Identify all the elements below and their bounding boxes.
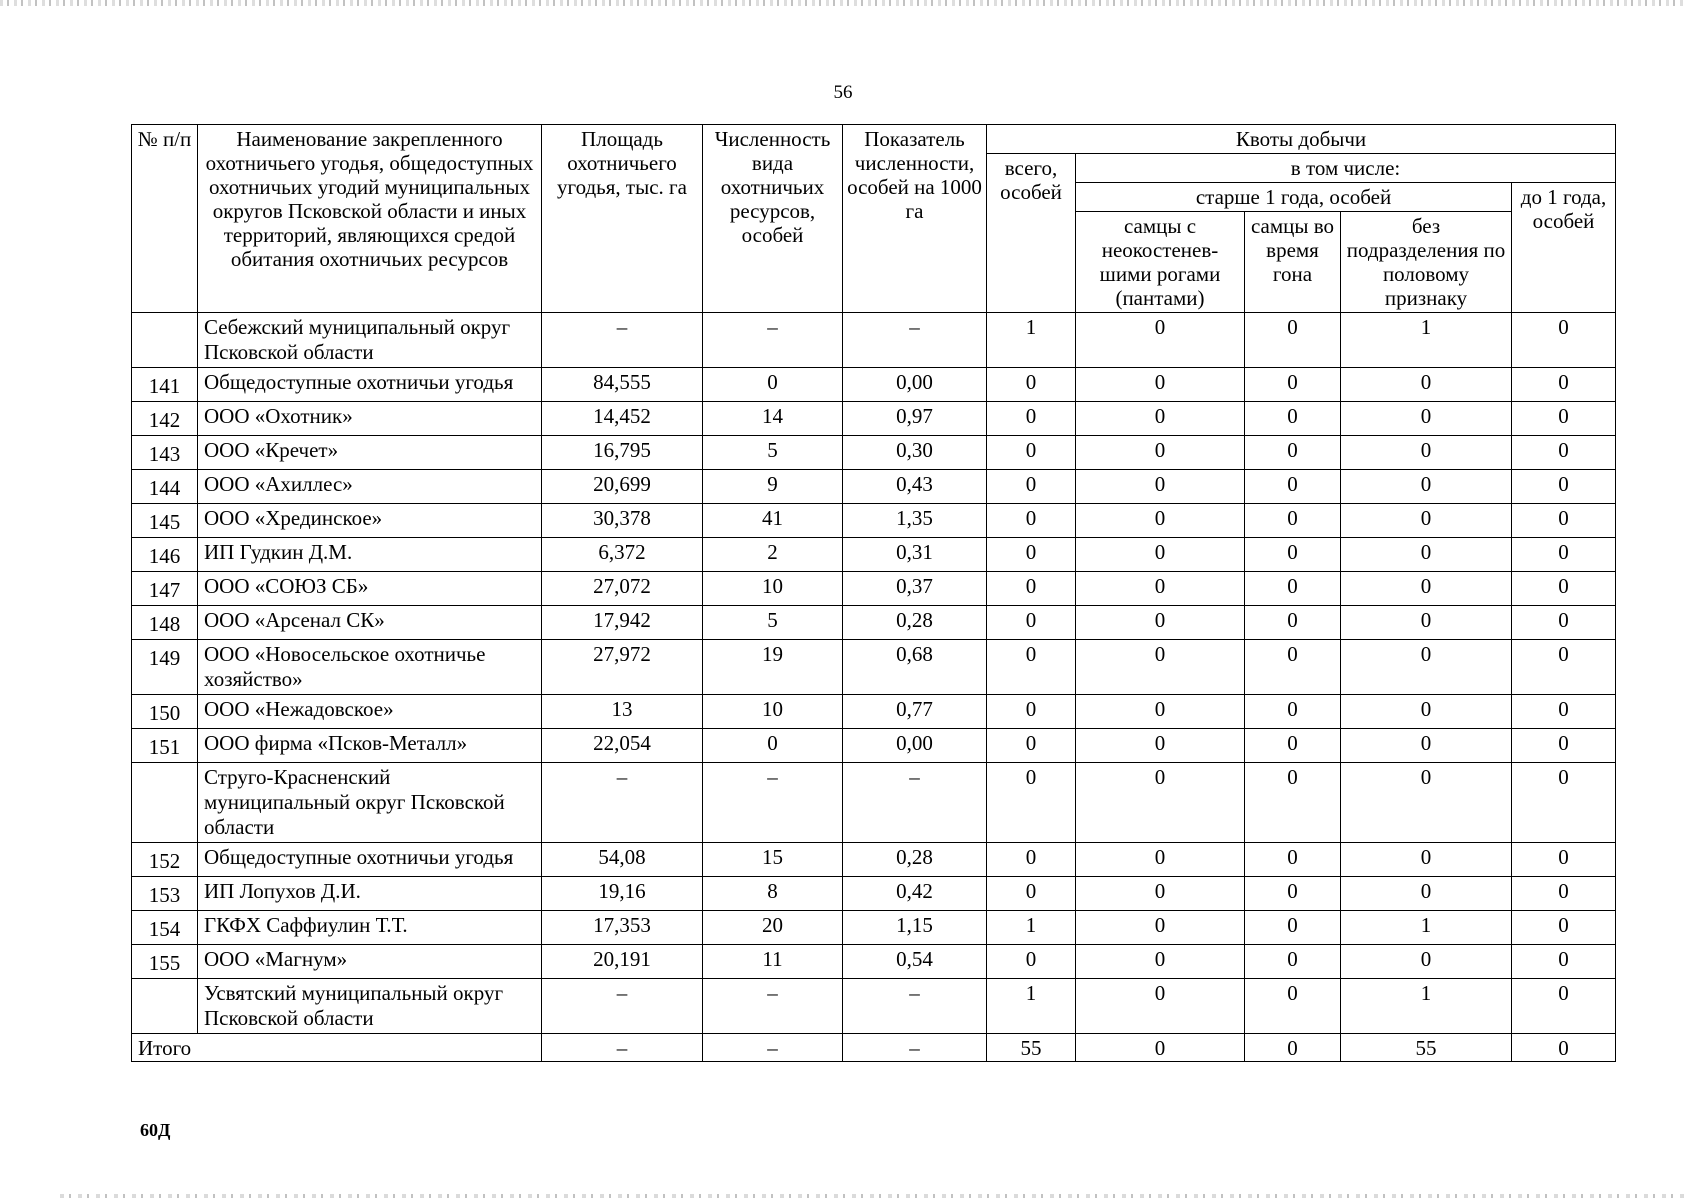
cell-density: 0,97 <box>843 402 987 436</box>
cell-males-antlers: 0 <box>1076 313 1245 368</box>
table-row <box>132 763 1616 843</box>
cell-males-rut: 0 <box>1245 504 1341 538</box>
cell-males-antlers: 0 <box>1076 763 1245 843</box>
cell-population: 19 <box>703 640 843 695</box>
scan-edge-bottom <box>60 1194 1686 1198</box>
cell-no-sex: 0 <box>1341 504 1512 538</box>
cell-area: – <box>542 313 703 368</box>
cell-density: 0,28 <box>843 606 987 640</box>
cell-no-sex: 1 <box>1341 979 1512 1034</box>
cell-population: 10 <box>703 695 843 729</box>
cell-under1: 0 <box>1512 695 1616 729</box>
cell-population: 11 <box>703 945 843 979</box>
cell-no-sex: 0 <box>1341 945 1512 979</box>
scan-edge-top <box>0 0 1686 6</box>
cell-area: 6,372 <box>542 538 703 572</box>
cell-males-rut: 0 <box>1245 640 1341 695</box>
cell-total: 0 <box>987 763 1076 843</box>
header-name: Наименование закрепленного охотничьего угодья, общедоступных охотничьих угодий муниципальных округов Псковской области и иных территорий, являющихся средой обитания охотничьих ресурсов <box>198 125 542 313</box>
cell-population: 41 <box>703 504 843 538</box>
cell-density: 1,35 <box>843 504 987 538</box>
cell-population: 0 <box>703 729 843 763</box>
table-row <box>132 606 1616 640</box>
cell-total: 0 <box>987 572 1076 606</box>
cell-males-rut: 0 <box>1245 436 1341 470</box>
cell-num: 149 <box>132 640 198 695</box>
page-number: 56 <box>833 82 853 103</box>
cell-density: 0,00 <box>843 729 987 763</box>
cell-name: Общедоступные охотничьи угодья <box>198 368 542 402</box>
cell-males-antlers: 0 <box>1076 436 1245 470</box>
cell-name: ГКФХ Саффиулин Т.Т. <box>198 911 542 945</box>
cell-no-sex: 0 <box>1341 436 1512 470</box>
summary-males-antlers: 0 <box>1076 1034 1245 1062</box>
cell-males-rut: 0 <box>1245 945 1341 979</box>
cell-population: 5 <box>703 436 843 470</box>
cell-name: ООО «Кречет» <box>198 436 542 470</box>
header-no-sex: без подразделения по половому признаку <box>1341 212 1512 313</box>
cell-under1: 0 <box>1512 313 1616 368</box>
header-including: в том числе: <box>1076 154 1616 183</box>
cell-area: 30,378 <box>542 504 703 538</box>
header-area: Площадь охотничьего угодья, тыс. га <box>542 125 703 313</box>
cell-density: 0,68 <box>843 640 987 695</box>
cell-no-sex: 0 <box>1341 368 1512 402</box>
cell-males-rut: 0 <box>1245 606 1341 640</box>
cell-total: 0 <box>987 504 1076 538</box>
cell-population: 5 <box>703 606 843 640</box>
cell-under1: 0 <box>1512 911 1616 945</box>
cell-name: ООО «Охотник» <box>198 402 542 436</box>
cell-population: 10 <box>703 572 843 606</box>
cell-no-sex: 0 <box>1341 843 1512 877</box>
cell-total: 0 <box>987 402 1076 436</box>
cell-under1: 0 <box>1512 538 1616 572</box>
cell-name: ООО «Хрединское» <box>198 504 542 538</box>
cell-males-antlers: 0 <box>1076 911 1245 945</box>
cell-num: 145 <box>132 504 198 538</box>
cell-total: 0 <box>987 877 1076 911</box>
cell-no-sex: 0 <box>1341 606 1512 640</box>
cell-num: 144 <box>132 470 198 504</box>
cell-density: 1,15 <box>843 911 987 945</box>
cell-under1: 0 <box>1512 504 1616 538</box>
cell-area: – <box>542 763 703 843</box>
cell-name: Струго-Красненский муниципальный округ Псковской области <box>198 763 542 843</box>
cell-males-antlers: 0 <box>1076 640 1245 695</box>
table-row <box>132 538 1616 572</box>
cell-population: 2 <box>703 538 843 572</box>
cell-males-rut: 0 <box>1245 729 1341 763</box>
cell-area: 54,08 <box>542 843 703 877</box>
summary-row <box>132 1034 1616 1062</box>
cell-population: 20 <box>703 911 843 945</box>
cell-under1: 0 <box>1512 877 1616 911</box>
cell-name: ИП Лопухов Д.И. <box>198 877 542 911</box>
header-males-rut: самцы во время гона <box>1245 212 1341 313</box>
cell-num: 143 <box>132 436 198 470</box>
cell-males-antlers: 0 <box>1076 979 1245 1034</box>
cell-no-sex: 0 <box>1341 640 1512 695</box>
cell-density: – <box>843 763 987 843</box>
header-males-antlers: самцы с неокостенев-шими рогами (пантами) <box>1076 212 1245 313</box>
cell-under1: 0 <box>1512 979 1616 1034</box>
quota-table <box>131 124 1616 1062</box>
cell-name: ООО «Арсенал СК» <box>198 606 542 640</box>
cell-density: 0,77 <box>843 695 987 729</box>
cell-males-antlers: 0 <box>1076 538 1245 572</box>
table-row <box>132 572 1616 606</box>
cell-num: 147 <box>132 572 198 606</box>
cell-no-sex: 0 <box>1341 695 1512 729</box>
header-older: старше 1 года, особей <box>1076 183 1512 212</box>
cell-density: 0,30 <box>843 436 987 470</box>
summary-population: – <box>703 1034 843 1062</box>
cell-males-rut: 0 <box>1245 877 1341 911</box>
cell-num: 153 <box>132 877 198 911</box>
header-density: Показатель численности, особей на 1000 га <box>843 125 987 313</box>
cell-name: ООО «Магнум» <box>198 945 542 979</box>
cell-population: 0 <box>703 368 843 402</box>
table-row <box>132 843 1616 877</box>
cell-total: 1 <box>987 313 1076 368</box>
cell-area: 20,191 <box>542 945 703 979</box>
cell-num: 142 <box>132 402 198 436</box>
table-row <box>132 979 1616 1034</box>
cell-area: 16,795 <box>542 436 703 470</box>
cell-males-antlers: 0 <box>1076 504 1245 538</box>
cell-density: 0,43 <box>843 470 987 504</box>
cell-males-antlers: 0 <box>1076 402 1245 436</box>
cell-no-sex: 0 <box>1341 763 1512 843</box>
cell-males-rut: 0 <box>1245 572 1341 606</box>
cell-males-rut: 0 <box>1245 538 1341 572</box>
table-row <box>132 640 1616 695</box>
cell-no-sex: 1 <box>1341 313 1512 368</box>
cell-total: 1 <box>987 911 1076 945</box>
table-row <box>132 945 1616 979</box>
cell-area: 17,942 <box>542 606 703 640</box>
cell-population: 8 <box>703 877 843 911</box>
cell-area: 17,353 <box>542 911 703 945</box>
cell-males-rut: 0 <box>1245 763 1341 843</box>
cell-under1: 0 <box>1512 368 1616 402</box>
cell-total: 1 <box>987 979 1076 1034</box>
cell-males-rut: 0 <box>1245 470 1341 504</box>
summary-label: Итого <box>132 1034 542 1062</box>
cell-num: 146 <box>132 538 198 572</box>
cell-name: ООО «Ахиллес» <box>198 470 542 504</box>
cell-total: 0 <box>987 843 1076 877</box>
cell-num <box>132 313 198 368</box>
cell-under1: 0 <box>1512 402 1616 436</box>
cell-males-antlers: 0 <box>1076 843 1245 877</box>
cell-total: 0 <box>987 470 1076 504</box>
table-row <box>132 368 1616 402</box>
cell-num: 141 <box>132 368 198 402</box>
summary-no-sex: 55 <box>1341 1034 1512 1062</box>
cell-density: 0,00 <box>843 368 987 402</box>
cell-population: 15 <box>703 843 843 877</box>
table-row <box>132 729 1616 763</box>
cell-males-antlers: 0 <box>1076 877 1245 911</box>
table-row <box>132 877 1616 911</box>
cell-under1: 0 <box>1512 572 1616 606</box>
cell-density: – <box>843 313 987 368</box>
cell-males-rut: 0 <box>1245 695 1341 729</box>
document-code: 60Д <box>140 1120 171 1140</box>
summary-males-rut: 0 <box>1245 1034 1341 1062</box>
cell-males-rut: 0 <box>1245 313 1341 368</box>
cell-name: ИП Гудкин Д.М. <box>198 538 542 572</box>
table-row <box>132 470 1616 504</box>
table-row <box>132 313 1616 368</box>
cell-under1: 0 <box>1512 729 1616 763</box>
cell-name: ООО «СОЮЗ СБ» <box>198 572 542 606</box>
cell-no-sex: 1 <box>1341 911 1512 945</box>
cell-density: 0,31 <box>843 538 987 572</box>
cell-no-sex: 0 <box>1341 729 1512 763</box>
cell-population: – <box>703 313 843 368</box>
cell-no-sex: 0 <box>1341 572 1512 606</box>
cell-area: 84,555 <box>542 368 703 402</box>
cell-num <box>132 979 198 1034</box>
cell-density: 0,37 <box>843 572 987 606</box>
cell-under1: 0 <box>1512 606 1616 640</box>
cell-population: – <box>703 979 843 1034</box>
summary-density: – <box>843 1034 987 1062</box>
cell-under1: 0 <box>1512 470 1616 504</box>
cell-total: 0 <box>987 436 1076 470</box>
cell-males-antlers: 0 <box>1076 470 1245 504</box>
header-under1: до 1 года, особей <box>1512 183 1616 313</box>
cell-total: 0 <box>987 606 1076 640</box>
cell-area: 27,972 <box>542 640 703 695</box>
header-total: всего, особей <box>987 154 1076 313</box>
table-row <box>132 695 1616 729</box>
cell-population: 9 <box>703 470 843 504</box>
cell-males-rut: 0 <box>1245 402 1341 436</box>
cell-no-sex: 0 <box>1341 402 1512 436</box>
header-quota: Квоты добычи <box>987 125 1616 154</box>
cell-num: 150 <box>132 695 198 729</box>
cell-area: 14,452 <box>542 402 703 436</box>
cell-num: 152 <box>132 843 198 877</box>
cell-males-rut: 0 <box>1245 911 1341 945</box>
cell-total: 0 <box>987 945 1076 979</box>
cell-total: 0 <box>987 538 1076 572</box>
cell-under1: 0 <box>1512 640 1616 695</box>
cell-no-sex: 0 <box>1341 538 1512 572</box>
table-body <box>132 313 1616 1034</box>
cell-density: 0,42 <box>843 877 987 911</box>
cell-num <box>132 763 198 843</box>
cell-males-antlers: 0 <box>1076 945 1245 979</box>
cell-under1: 0 <box>1512 436 1616 470</box>
cell-males-antlers: 0 <box>1076 695 1245 729</box>
cell-name: Себежский муниципальный округ Псковской области <box>198 313 542 368</box>
cell-name: Усвятский муниципальный округ Псковской области <box>198 979 542 1034</box>
cell-density: – <box>843 979 987 1034</box>
cell-males-rut: 0 <box>1245 843 1341 877</box>
cell-num: 155 <box>132 945 198 979</box>
summary-total: 55 <box>987 1034 1076 1062</box>
cell-males-antlers: 0 <box>1076 572 1245 606</box>
cell-males-antlers: 0 <box>1076 606 1245 640</box>
cell-total: 0 <box>987 368 1076 402</box>
cell-males-rut: 0 <box>1245 979 1341 1034</box>
cell-under1: 0 <box>1512 843 1616 877</box>
cell-area: 19,16 <box>542 877 703 911</box>
cell-area: – <box>542 979 703 1034</box>
table-row <box>132 504 1616 538</box>
cell-density: 0,54 <box>843 945 987 979</box>
cell-area: 27,072 <box>542 572 703 606</box>
summary-under1: 0 <box>1512 1034 1616 1062</box>
cell-area: 20,699 <box>542 470 703 504</box>
cell-name: Общедоступные охотничьи угодья <box>198 843 542 877</box>
table-row <box>132 911 1616 945</box>
cell-area: 13 <box>542 695 703 729</box>
cell-total: 0 <box>987 729 1076 763</box>
cell-population: 14 <box>703 402 843 436</box>
cell-area: 22,054 <box>542 729 703 763</box>
cell-under1: 0 <box>1512 763 1616 843</box>
cell-num: 148 <box>132 606 198 640</box>
header-num: № п/п <box>132 125 198 313</box>
cell-no-sex: 0 <box>1341 470 1512 504</box>
table-row <box>132 402 1616 436</box>
cell-no-sex: 0 <box>1341 877 1512 911</box>
cell-num: 151 <box>132 729 198 763</box>
cell-males-antlers: 0 <box>1076 368 1245 402</box>
cell-under1: 0 <box>1512 945 1616 979</box>
cell-males-antlers: 0 <box>1076 729 1245 763</box>
cell-total: 0 <box>987 695 1076 729</box>
cell-name: ООО «Новосельское охотничье хозяйство» <box>198 640 542 695</box>
cell-name: ООО «Нежадовское» <box>198 695 542 729</box>
table-row <box>132 436 1616 470</box>
cell-density: 0,28 <box>843 843 987 877</box>
cell-total: 0 <box>987 640 1076 695</box>
cell-name: ООО фирма «Псков-Металл» <box>198 729 542 763</box>
summary-area: – <box>542 1034 703 1062</box>
cell-num: 154 <box>132 911 198 945</box>
header-population: Численность вида охотничьих ресурсов, особей <box>703 125 843 313</box>
cell-population: – <box>703 763 843 843</box>
cell-males-rut: 0 <box>1245 368 1341 402</box>
